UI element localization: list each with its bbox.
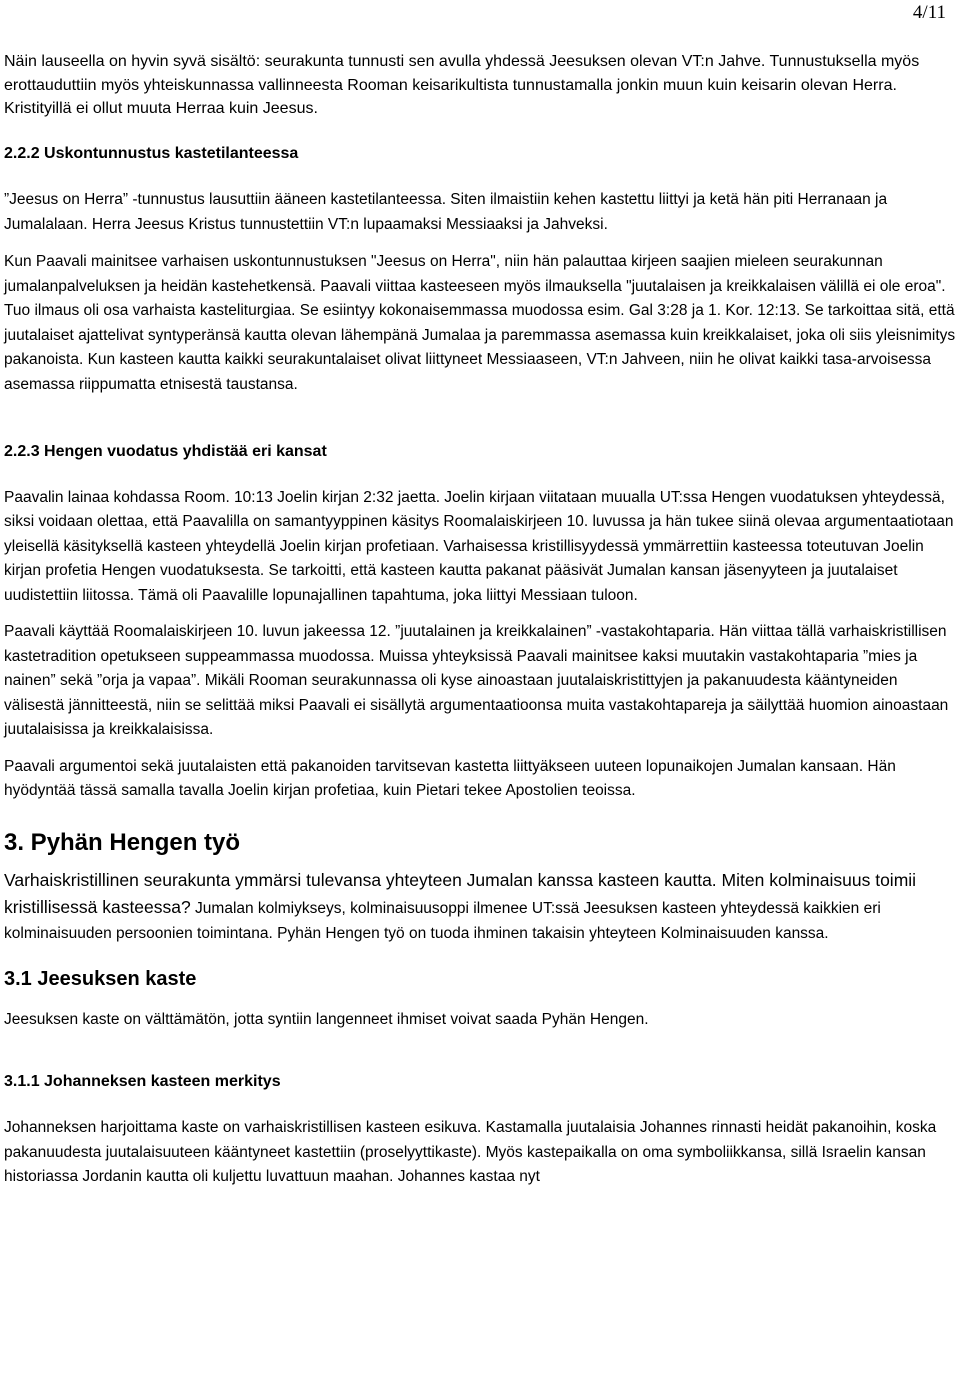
paragraph: Johanneksen harjoittama kaste on varhaiskristillisen kasteen esikuva. Kastamalla juutalaisia Johannes rinnasti heidät pakanoihin, koska pakanuudesta juutalaisuuteen kääntyneet kastettiin (proselyyttikaste). Myös kastepaikalla on oma symboliikkansa, sillä Israelin kansan historiassa Jordanin kautta oli kuljettu luvattuun maahan. Johannes kastaa nyt — [4, 1119, 937, 1185]
page-number: 4/11 — [912, 2, 946, 23]
section-heading-2-2-3: 2.2.3 Hengen vuodatus yhdistää eri kansat — [4, 443, 327, 460]
paragraph — [4, 867, 956, 947]
chapter-heading-3: 3. Pyhän Hengen työ — [4, 828, 241, 856]
paragraph: Paavali argumentoi sekä juutalaisten että pakanoiden tarvitsevan kastetta liittyäkseen uuteen lopunaikojen Jumalan kansaan. Hän hyödyntää tässä samalla tavalla Joelin kirjan profetiaa, kuin Pietari tekee Apostolien teoissa. — [4, 757, 896, 799]
section-heading-2-2-2: 2.2.2 Uskontunnustus kastetilanteessa — [4, 144, 299, 162]
emphasized-text: Varhaiskristillinen seurakunta ymmärsi tulevansa yhteyteen Jumalan kanssa kasteen kautta. Miten kolminaisuus toimii kristillisessä kasteessa? — [4, 869, 917, 917]
paragraph: Paavalin lainaa kohdassa Room. 10:13 Joelin kirjan 2:32 jaetta. Joelin kirjaan viitataan muualla UT:ssa Hengen vuodatuksen yhteydessä, siksi voidaan olettaa, että Paavalilla on samantyyppinen käsitys Roomalaiskirjeen 10. luvussa ja hän tukee siinä olevaa argumentaatiotaan yleisellä käsityksellä kasteen yhteydellä Joelin kirjan profetiaan. Varhaisessa kristillisyydessä ymmärrettiin kasteessa toteutuvan Joelin kirjan profetia Hengen vuodatuksesta. Se tarkoitti, että kasteen kautta pakanat pääsivät Jumalan kansan jäsenyyteen ja juutalaiset uudistettiin liitossa. Tämä oli Paavalille lopunajallinen tapahtuma, joka liittyi Messiaan tuloon. — [4, 488, 954, 604]
paragraph-text: Jumalan kolmiykseys, kolminaisuusoppi ilmenee UT:ssä Jeesuksen kasteen yhteydessä kaikkien eri kolminaisuuden persoonien toimintana. Pyhän Hengen työ on tuoda ihminen takaisin yhteyteen Kolminaisuuden kanssa. — [4, 900, 881, 942]
paragraph: Jeesuksen kaste on välttämätön, jotta syntiin langenneet ihmiset voivat saada Pyhän Hengen. — [4, 1011, 649, 1028]
paragraph: Paavali käyttää Roomalaiskirjeen 10. luvun jakeessa 12. ”juutalainen ja kreikkalainen” -vastakohtaparia. Hän viittaa tällä varhaiskristillisen kastetradition opetukseen suppeammassa muodossa. Muissa yhteyksissä Paavali mainitsee kaksi muutakin vastakohtaparia ”mies ja nainen” sekä ”orja ja vapaa”. Mikäli Rooman seurakunnassa oli kyse ainoastaan juutalaiskristittyjen ja pakanuudesta kääntyneiden välisestä jännitteestä, niin se selittää miksi Paavali ei sisällytä argumentaatioonsa muita vastakohtapareja ja säilyttää huomion ainoastaan juutalaisissa ja kreikkalaisissa. — [4, 623, 949, 738]
paragraph: Kun Paavali mainitsee varhaisen uskontunnustuksen "Jeesus on Herra", niin hän palauttaa kirjeen saajien mieleen seurakunnan jumalanpalveluksen ja heidän kastehetkensä. Paavali viittaa kasteeseen myös ilmauksella "juutalaisen ja kreikkalaisen välillä ei ole eroa". Tuo ilmaus oli osa varhaista kasteliturgiaa. Se esiintyy kokonaisemmassa muodossa esim. Gal 3:28 ja 1. Kor. 12:13. Se tarkoittaa sitä, että juutalaiset ajattelivat syntyperänsä kautta olevan lähempänä Jumalaa ja paremmassa asemassa kuin kreikkalaiset, joka oli siis yleisnimitys pakanoista. Kun kasteen kautta kaikki seurakuntalaiset olivat liittyneet Messiaaseen, VT:n Jahveen, niin he olivat kaikki tasa-arvoisessa asemassa riippumatta etnisestä taustansa. — [4, 253, 956, 393]
document-body — [4, 50, 956, 1190]
paragraph: ”Jeesus on Herra” -tunnustus lausuttiin ääneen kastetilanteessa. Siten ilmaistiin kehen kastettu liittyi ja ketä hän piti Herranaan ja Jumalalaan. Herra Jeesus Kristus tunnustettiin VT:n lupaamaksi Messiaaksi ja Jahveksi. — [4, 191, 888, 233]
section-heading-3-1: 3.1 Jeesuksen kaste — [4, 968, 197, 990]
intro-paragraph: Näin lauseella on hyvin syvä sisältö: seurakunta tunnusti sen avulla yhdessä Jeesuksen olevan VT:n Jahve. Tunnustuksella myös erottauduttiin myös yhteiskunnassa vallinneesta Rooman keisarikultista tunnustamalla jonkin muun kuin keisarin olevan Herra. Kristityillä ei ollut muuta Herraa kuin Jeesus. — [4, 53, 920, 117]
section-heading-3-1-1: 3.1.1 Johanneksen kasteen merkitys — [4, 1072, 281, 1090]
